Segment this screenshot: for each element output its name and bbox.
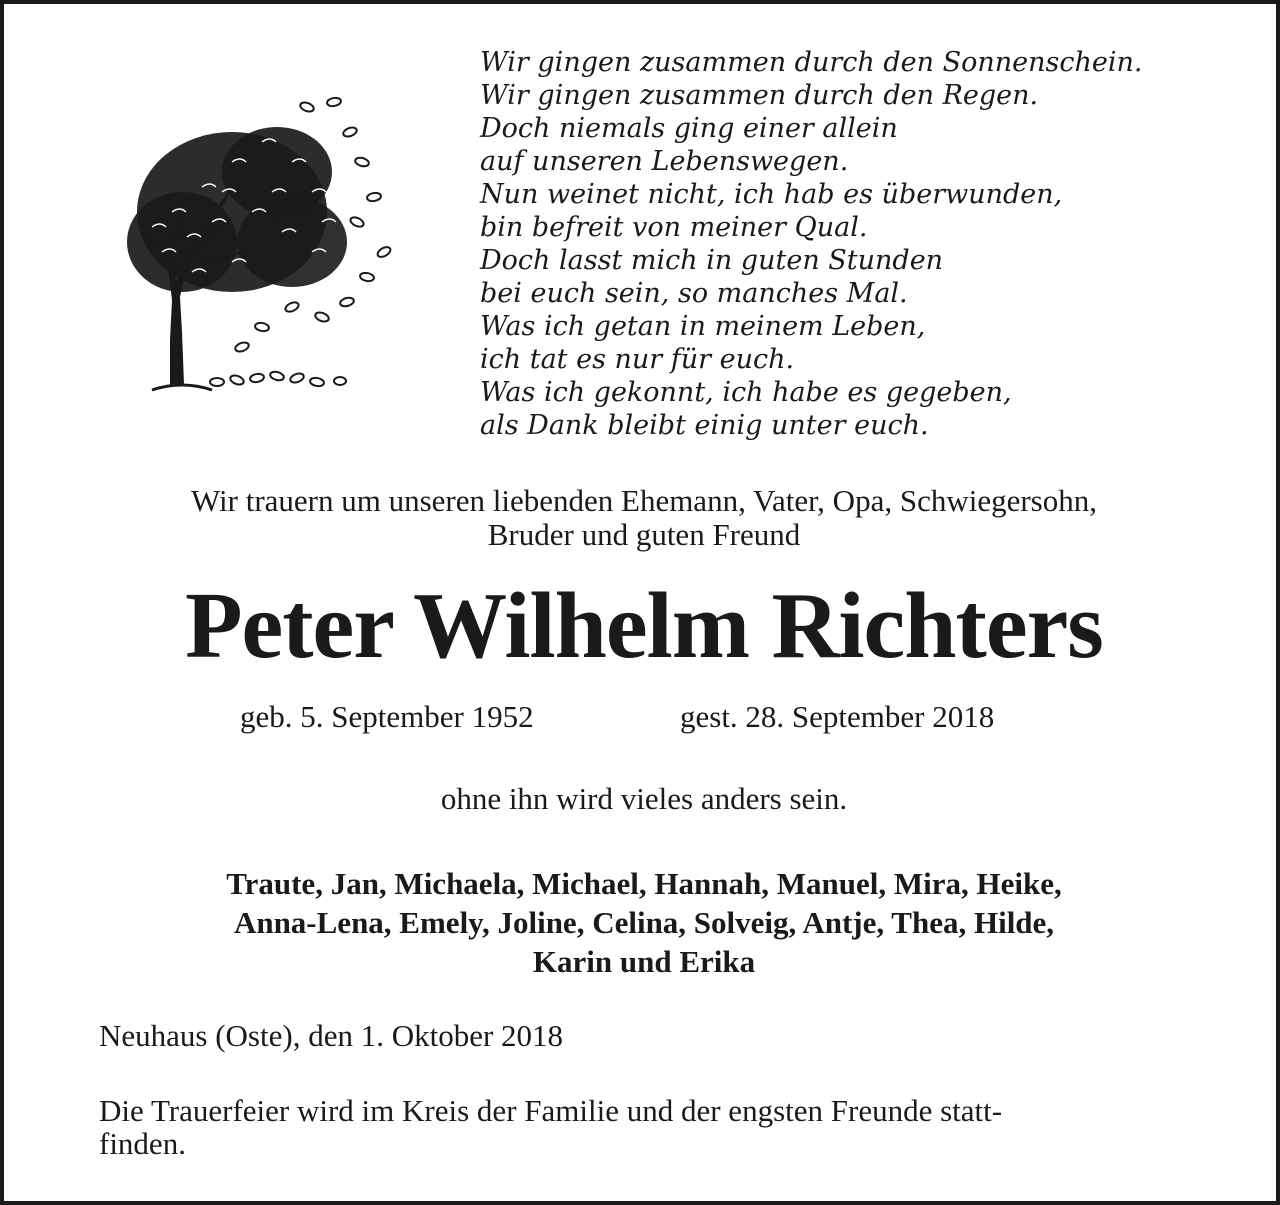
birth-date: geb. 5. September 1952 (240, 699, 534, 734)
poem-line: Was ich getan in meinem Leben, (480, 311, 926, 342)
place-and-date: Neuhaus (Oste), den 1. Oktober 2018 (99, 1018, 564, 1053)
poem (480, 46, 1260, 442)
family-line: Karin und Erika (532, 944, 756, 979)
poem-line: Wir gingen zusammen durch den Regen. (480, 80, 1039, 111)
poem-line: Wir gingen zusammen durch den Sonnenschein. (480, 47, 1143, 78)
memorial-quote: ohne ihn wird vieles anders sein. (440, 781, 848, 816)
intro-line: Bruder und guten Freund (487, 517, 801, 552)
poem-line: Was ich gekonnt, ich habe es gegeben, (480, 377, 1012, 408)
family-line: Traute, Jan, Michaela, Michael, Hannah, Manuel, Mira, Heike, (226, 866, 1062, 901)
poem-line: ich tat es nur für euch. (480, 344, 795, 375)
service-line: finden. (99, 1126, 186, 1161)
poem-line: Doch niemals ging einer allein (480, 113, 898, 144)
windblown-tree-icon (112, 92, 402, 397)
death-date: gest. 28. September 2018 (680, 699, 995, 734)
family-line: Anna-Lena, Emely, Joline, Celina, Solveig, Antje, Thea, Hilde, (233, 905, 1055, 940)
deceased-name: Peter Wilhelm Richters (185, 574, 1103, 678)
poem-line: bei euch sein, so manches Mal. (480, 278, 908, 309)
poem-line: Doch lasst mich in guten Stunden (480, 245, 944, 276)
family-names (44, 864, 1244, 981)
poem-line: bin befreit von meiner Qual. (480, 212, 868, 243)
poem-line: als Dank bleibt einig unter euch. (480, 410, 929, 441)
funeral-service-note (99, 1094, 1209, 1160)
service-line: Die Trauerfeier wird im Kreis der Familie und der engsten Freunde statt- (99, 1093, 1003, 1128)
poem-line: auf unseren Lebenswegen. (480, 146, 849, 177)
mourning-intro (44, 484, 1244, 552)
poem-line: Nun weinet nicht, ich hab es überwunden, (480, 179, 1063, 210)
intro-line: Wir trauern um unseren liebenden Ehemann, Vater, Opa, Schwiegersohn, (191, 483, 1097, 518)
